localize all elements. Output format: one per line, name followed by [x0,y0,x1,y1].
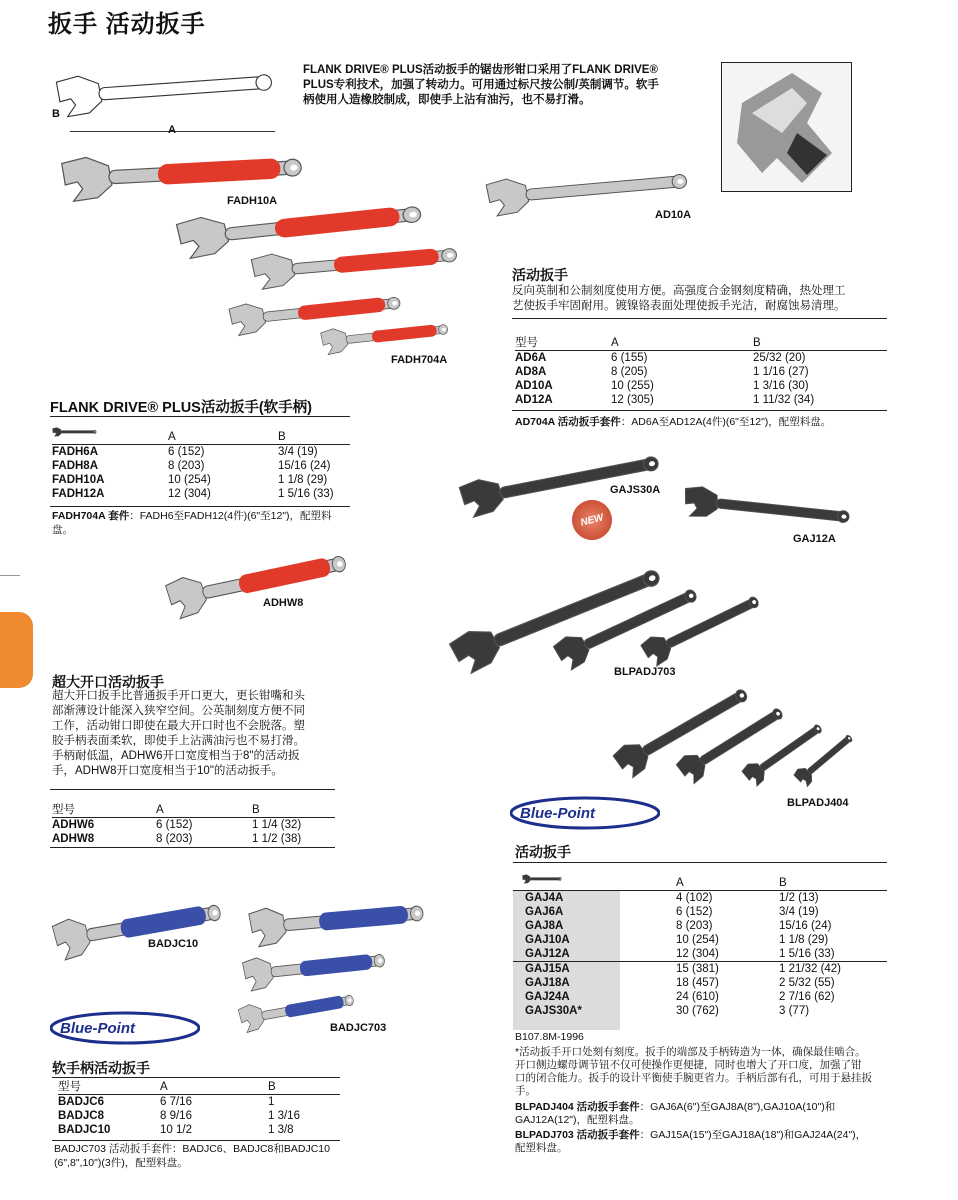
model-number: AD10A [515,380,553,392]
ad-section-description: 反向英制和公制刻度使用方便。高强度合金钢刻度精确，热处理工 艺使扳手牢固耐用。镀镍铬表面处理使扳手光洁，耐腐蚀易清理。 [512,285,846,312]
table-row [52,818,335,833]
divider [50,416,350,417]
model-number: FADH6A [52,446,99,458]
divider [512,410,887,411]
gaj-section-title: 活动扳手 [515,844,571,860]
col-header: B [252,804,260,816]
size-b: 1 3/8 [268,1124,294,1136]
model-number: GAJ15A [525,963,570,975]
model-number: FADH10A [52,474,105,486]
size-a: 10 (254) [168,474,211,486]
size-b: 1 5/16 (33) [278,488,334,500]
size-a: 8 9/16 [160,1110,192,1122]
model-number: GAJ10A [525,934,570,946]
size-a: 8 (203) [156,833,193,845]
size-a: 6 (155) [611,352,648,364]
text-line: 开口侧边螺母调节钮不仅可使操作更便捷，同时也增大了开口度，加强了钳 [515,1059,862,1071]
gaj12a-wrench-image [681,483,854,535]
model-number: ADHW6 [52,819,95,831]
size-b: 2 7/16 (62) [779,991,835,1003]
blpadj404-caption: BLPADJ404 [787,797,849,809]
model-number: GAJ12A [525,948,570,960]
size-a: 18 (457) [676,977,719,989]
model-number: AD6A [515,352,547,364]
size-a: 30 (762) [676,1005,719,1017]
col-header: A [160,1081,168,1093]
model-number: ADHW8 [52,833,95,845]
size-a: 10 1/2 [160,1124,192,1136]
col-header: B [753,337,761,349]
table-row [58,1109,340,1123]
size-b: 1 1/8 (29) [278,474,328,486]
text-line: 手。 [515,1085,536,1097]
blpadj404-kit-note: BLPADJ404 活动扳手套件：GAJ6A(6")至GAJ8A(8"),GAJ10A(10")和 GAJ12A(12")，配塑料盘。 [515,1101,836,1126]
text-line: *活动扳手开口处刻有刻度。扳手的端部及手柄铸造为一体，确保最佳啮合。 [515,1046,866,1058]
size-b: 1 1/16 (27) [753,366,809,378]
size-b: 1 1/4 (32) [252,819,302,831]
col-header: A [611,337,619,349]
size-b: 1 3/16 [268,1110,300,1122]
table-row [52,473,350,487]
badjc10-wrench-image [49,890,226,963]
fadh704a-caption: FADH704A [391,354,448,366]
badjc10-caption: BADJC10 [148,938,199,950]
table-row [513,891,887,906]
table-row [52,487,350,501]
size-a: 8 (203) [168,460,205,472]
new-badge: NEW [568,496,617,545]
model-number: BADJC10 [58,1124,111,1136]
gaj-spec-table [513,876,887,1018]
svg-text:Blue-Point: Blue-Point [60,1020,135,1037]
text-line: 工作，活动钳口即使在最大开口时也不会脱落。塑 [52,720,305,732]
size-b: 1 11/32 (34) [753,394,815,406]
badjc10-set-wrench-image [247,892,428,949]
fadh-section-title: FLANK DRIVE® PLUS活动扳手(软手柄) [50,400,313,416]
size-b: 1 [268,1096,275,1108]
badjc8-wrench-image [241,943,389,994]
text-line: 手，ADHW8开口宽度相当于10"的活动扳手。 [52,765,283,777]
dimension-a-label: A [168,124,176,136]
size-b: 3 (77) [779,1005,810,1017]
size-b: 1 1/2 (38) [252,833,302,845]
blpadj703-kit-note: BLPADJ703 活动扳手套件：GAJ15A(15")至GAJ18A(18")和GAJ24A(24")， 配塑料盘。 [515,1129,867,1154]
size-b: 3/4 (19) [278,446,318,458]
divider [512,318,887,319]
text-line: 超大开口扳手比普通扳手开口更大，更长钳嘴和头 [52,690,305,702]
ad-section-title: 活动扳手 [512,267,568,283]
model-number: AD12A [515,394,553,406]
ad10a-caption: AD10A [655,209,692,221]
size-b: 25/32 (20) [753,352,806,364]
col-header: A [676,877,684,889]
divider [52,1077,340,1078]
size-a: 8 (205) [611,366,648,378]
gaj12a-caption: GAJ12A [793,533,836,545]
size-b: 15/16 (24) [779,920,832,932]
page-title: 扳手 活动扳手 [48,11,206,38]
size-a: 12 (304) [676,948,719,960]
text-line: 手柄耐低温，ADHW6开口宽度相当于8"的活动扳 [52,750,300,762]
table-row [58,1095,340,1110]
model-number: AD8A [515,366,547,378]
col-header: 型号 [515,337,538,349]
blue-point-logo [510,795,660,831]
table-row [515,393,887,407]
fadh10a-caption: FADH10A [227,195,278,207]
gaj-footnote [515,1046,872,1098]
table-row [513,1004,887,1018]
fadh-spec-table [52,430,350,501]
intro-text: FLANK DRIVE® PLUS活动扳手的锯齿形钳口采用了FLANK DRIVE® PLUS专利技术，加强了转动力。可用通过标尺按公制/英制调节。软手 柄使用人造橡胶制成，即使手上沾有油污，也不易打滑。 [303,64,659,106]
size-b: 2 5/32 (55) [779,977,835,989]
size-b: 1/2 (13) [779,892,819,904]
col-header: B [268,1081,276,1093]
size-a: 24 (610) [676,991,719,1003]
adhw-spec-table [52,803,335,846]
size-a: 6 (152) [156,819,193,831]
table-row [513,905,887,919]
svg-text:Blue-Point: Blue-Point [520,805,595,822]
table-row [52,832,335,846]
dimension-diagram-wrench [54,60,277,119]
table-row [513,947,887,962]
table-row [513,990,887,1004]
table-row [58,1123,340,1137]
text-line: 胶手柄表面柔软，即使手上沾满油污也不易打滑。 [52,735,305,747]
divider [50,847,335,848]
table-row [515,365,887,379]
badjc-section-title: 软手柄活动扳手 [52,1060,150,1076]
size-a: 12 (305) [611,394,654,406]
model-number: GAJ6A [525,906,564,918]
badjc703-kit-note: BADJC703 活动扳手套件：BADJC6、BADJC8和BADJC10 (6",8",10")(3件)，配塑料盘。 [54,1143,330,1169]
col-header: 型号 [52,804,75,816]
section-tab[interactable] [0,612,33,688]
text-line: 口的闭合能力。扳手的设计平衡使手腕更省力。手柄后部有孔，可用于悬挂扳 [515,1072,872,1084]
size-b: 1 21/32 (42) [779,963,842,975]
blpadj703-caption: BLPADJ703 [614,666,676,678]
ad704a-kit-note: AD704A 活动扳手套件：AD6A至AD12A(4件)(6"至12")，配塑料盘。 [515,416,832,428]
table-row [52,445,350,460]
model-number: GAJ8A [525,920,564,932]
size-b: 1 1/8 (29) [779,934,829,946]
col-header: B [278,431,286,443]
gajs30a-wrench-image [456,443,665,521]
size-b: 15/16 (24) [278,460,331,472]
badjc-spec-table [58,1080,340,1137]
model-number: GAJ18A [525,977,570,989]
col-header: A [168,431,176,443]
fadh704a-kit-note: FADH704A 套件：FADH6至FADH12(4件)(6"至12")，配塑料盘。 [52,510,332,536]
model-number: FADH8A [52,460,99,472]
table-row [513,919,887,933]
model-number: GAJS30A* [525,1005,582,1017]
divider [0,575,20,576]
divider [513,862,887,863]
col-header: B [779,877,787,889]
divider [50,506,350,507]
adhw-section-title: 超大开口活动扳手 [52,674,164,690]
col-header: 型号 [58,1081,81,1093]
size-a: 12 (304) [168,488,211,500]
size-a: 10 (254) [676,934,719,946]
size-a: 6 (152) [676,906,713,918]
table-row [513,933,887,947]
blue-point-logo [50,1010,200,1046]
size-a: 4 (102) [676,892,713,904]
standard-ref: B107.8M-1996 [515,1031,584,1043]
size-a: 15 (381) [676,963,719,975]
size-a: 6 (152) [168,446,205,458]
model-number: BADJC8 [58,1110,105,1122]
adhw8-caption: ADHW8 [263,597,304,609]
size-a: 6 7/16 [160,1096,192,1108]
table-row [513,976,887,990]
col-header: A [156,804,164,816]
table-row [52,459,350,473]
table-row [515,351,887,366]
jaw-closeup-photo [721,62,852,192]
size-b: 1 5/16 (33) [779,948,835,960]
ad-spec-table [515,336,887,407]
model-number: GAJ4A [525,892,564,904]
dimension-b-label: B [52,108,60,120]
adhw8-wrench-image [162,541,352,623]
model-number: GAJ24A [525,991,570,1003]
size-a: 8 (203) [676,920,713,932]
table-row [515,379,887,393]
divider [52,1140,340,1141]
size-b: 3/4 (19) [779,906,819,918]
model-number: BADJC6 [58,1096,105,1108]
adhw-section-description [52,689,305,779]
size-a: 10 (255) [611,380,654,392]
text-line: 部渐薄设计能深入狭窄空间。公英制刻度方便不同 [52,705,305,717]
divider [50,789,335,790]
badjc703-caption: BADJC703 [330,1022,387,1034]
gajs30a-caption: GAJS30A [610,484,661,496]
model-number: FADH12A [52,488,105,500]
size-b: 1 3/16 (30) [753,380,809,392]
table-row [513,962,887,977]
